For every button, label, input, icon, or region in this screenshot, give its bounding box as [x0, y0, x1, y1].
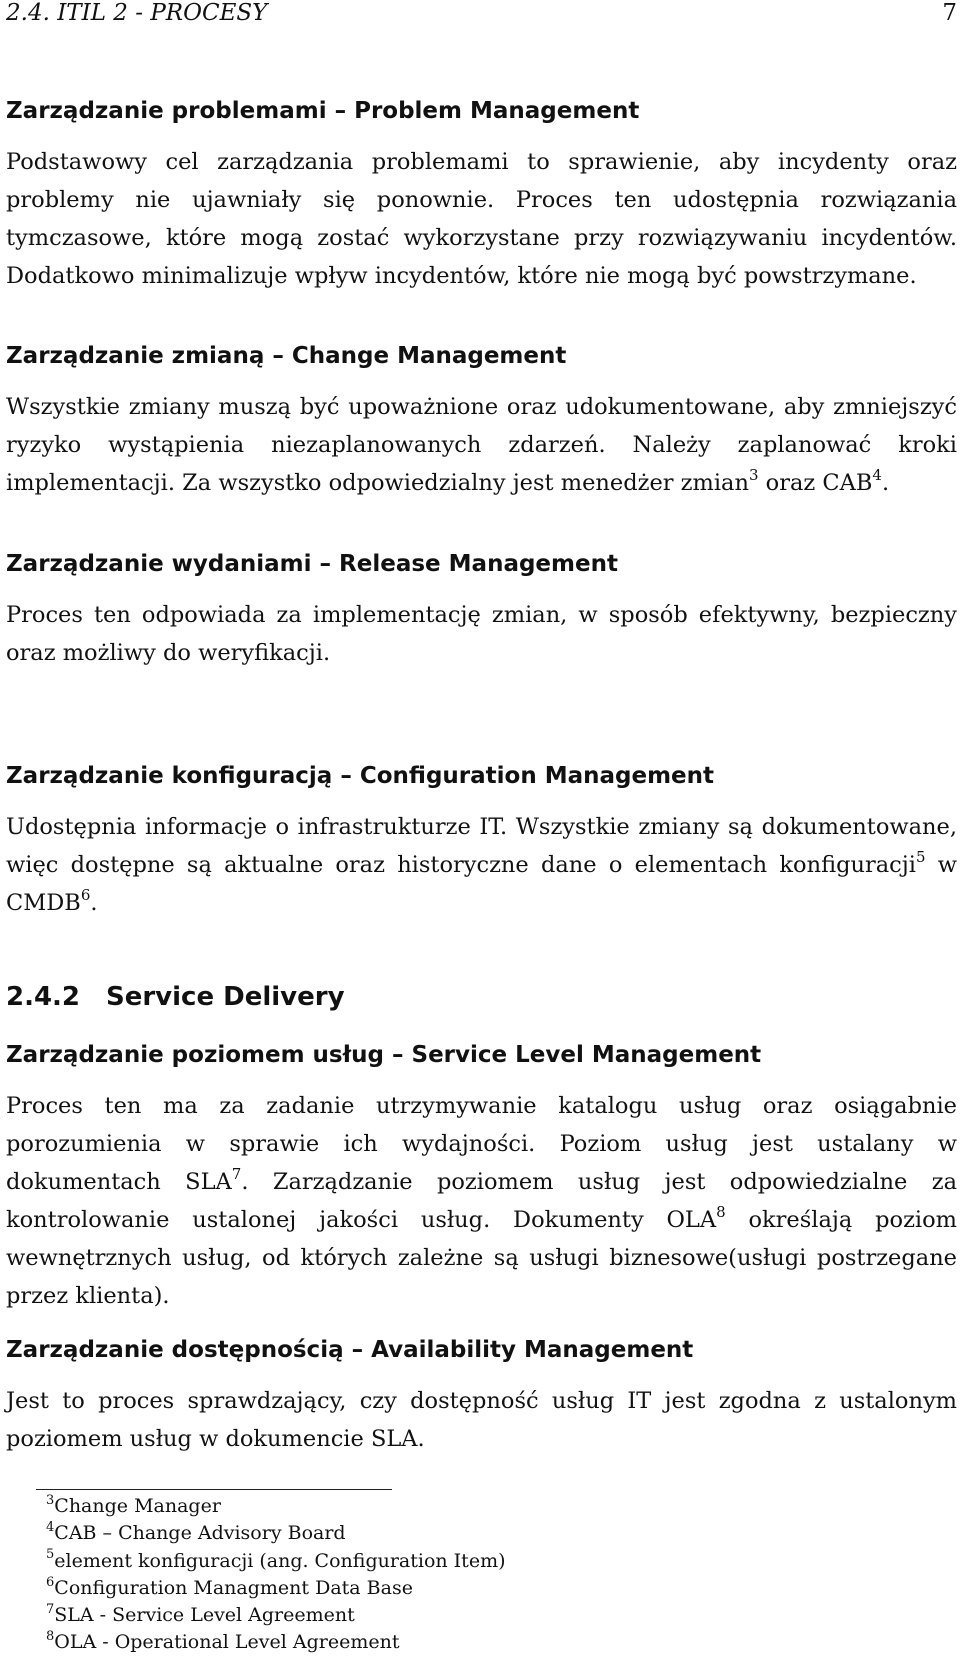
footnote-item: $^8$OLA - Operational Level Agreement — [46, 1629, 400, 1654]
footnotes — [46, 1493, 946, 1657]
section-title: Zarządzanie problemami – Problem Management — [6, 98, 640, 124]
section-body: Udostępnia informacje o infrastrukturze IT. Wszystkie zmiany są dokumentowane, więc dostępne są aktualne oraz historyczne dane o elementach konfiguracji$^5$ w CMDB$^6$. — [6, 814, 957, 916]
running-header-section: 2.4. ITIL 2 - PROCESY — [6, 0, 268, 26]
footnote-ref: 8 — [716, 1202, 726, 1221]
section-configuration-management — [6, 762, 957, 922]
footnote-item: $^4$CAB – Change Advisory Board — [46, 1519, 346, 1545]
page-number: 7 — [942, 0, 957, 26]
section-title: Zarządzanie konfiguracją – Configuration Management — [6, 763, 715, 789]
section-release-management — [6, 550, 957, 672]
subsection-number: 2.4.2 — [6, 982, 81, 1012]
section-problem-management — [6, 97, 957, 295]
section-title: Zarządzanie wydaniami – Release Management — [6, 551, 618, 577]
footnote-ref: 3 — [748, 465, 759, 484]
section-title: Zarządzanie poziomem usług – Service Level Management — [6, 1042, 762, 1068]
footnote-item: $^3$Change Manager — [46, 1492, 221, 1517]
section-body: Wszystkie zmiany muszą być upoważnione oraz udokumentowane, aby zmniejszyć ryzyko wystąpienia niezaplanowanych zdarzeń. Należy zaplanować kroki implementacji. Za wszystko odpowiedzialny jest menedżer zmian$^3$ oraz CAB$^4$. — [6, 394, 957, 496]
footnote-ref: 7 — [231, 1164, 242, 1183]
section-body: Proces ten odpowiada za implementację zmian, w sposób efektywny, bezpieczny oraz możliwy do weryfikacji. — [6, 602, 957, 666]
footnote-ref: 6 — [80, 885, 91, 904]
footnote-item: $^7$SLA - Service Level Agreement — [46, 1601, 355, 1627]
subsection-service-delivery — [6, 981, 957, 1013]
footnote-divider — [36, 1489, 392, 1490]
section-body: Jest to proces sprawdzający, czy dostępność usług IT jest zgodna z ustalonym poziomem usług w dokumencie SLA. — [6, 1388, 957, 1452]
section-availability-management — [6, 1336, 957, 1458]
section-service-level-management — [6, 1041, 957, 1315]
section-title: Zarządzanie dostępnością – Availability Management — [6, 1337, 694, 1363]
section-title: Zarządzanie zmianą – Change Management — [6, 343, 567, 369]
footnote-ref: 4 — [872, 465, 882, 484]
section-change-management — [6, 342, 957, 502]
section-body: Proces ten ma za zadanie utrzymywanie katalogu usług oraz osiągabnie porozumienia w sprawie ich wydajności. Poziom usług jest ustalany w dokumentach SLA$^7$. Zarządzanie poziomem usług jest odpowiedzialne za kontrolowanie ustalonej jakości usług. Dokumenty OLA$^8$ określają poziom wewnętrznych usług, od których zależne są usługi biznesowe(usługi postrzegane przez klienta). — [6, 1093, 958, 1309]
running-header — [6, 0, 957, 28]
footnote-item: $^5$element konfiguracji (ang. Configuration Item) — [46, 1547, 506, 1572]
subsection-title: 2.4.2 Service Delivery — [6, 982, 345, 1012]
section-body: Podstawowy cel zarządzania problemami to sprawienie, aby incydenty oraz problemy nie ujawniały się ponownie. Proces ten udostępnia rozwiązania tymczasowe, które mogą zostać wykorzystane przy rozwiązywaniu incydentów. Dodatkowo minimalizuje wpływ incydentów, które nie mogą być powstrzymane. — [6, 149, 957, 289]
footnote-item: $^6$Configuration Managment Data Base — [46, 1574, 413, 1599]
footnote-ref: 5 — [915, 847, 926, 866]
